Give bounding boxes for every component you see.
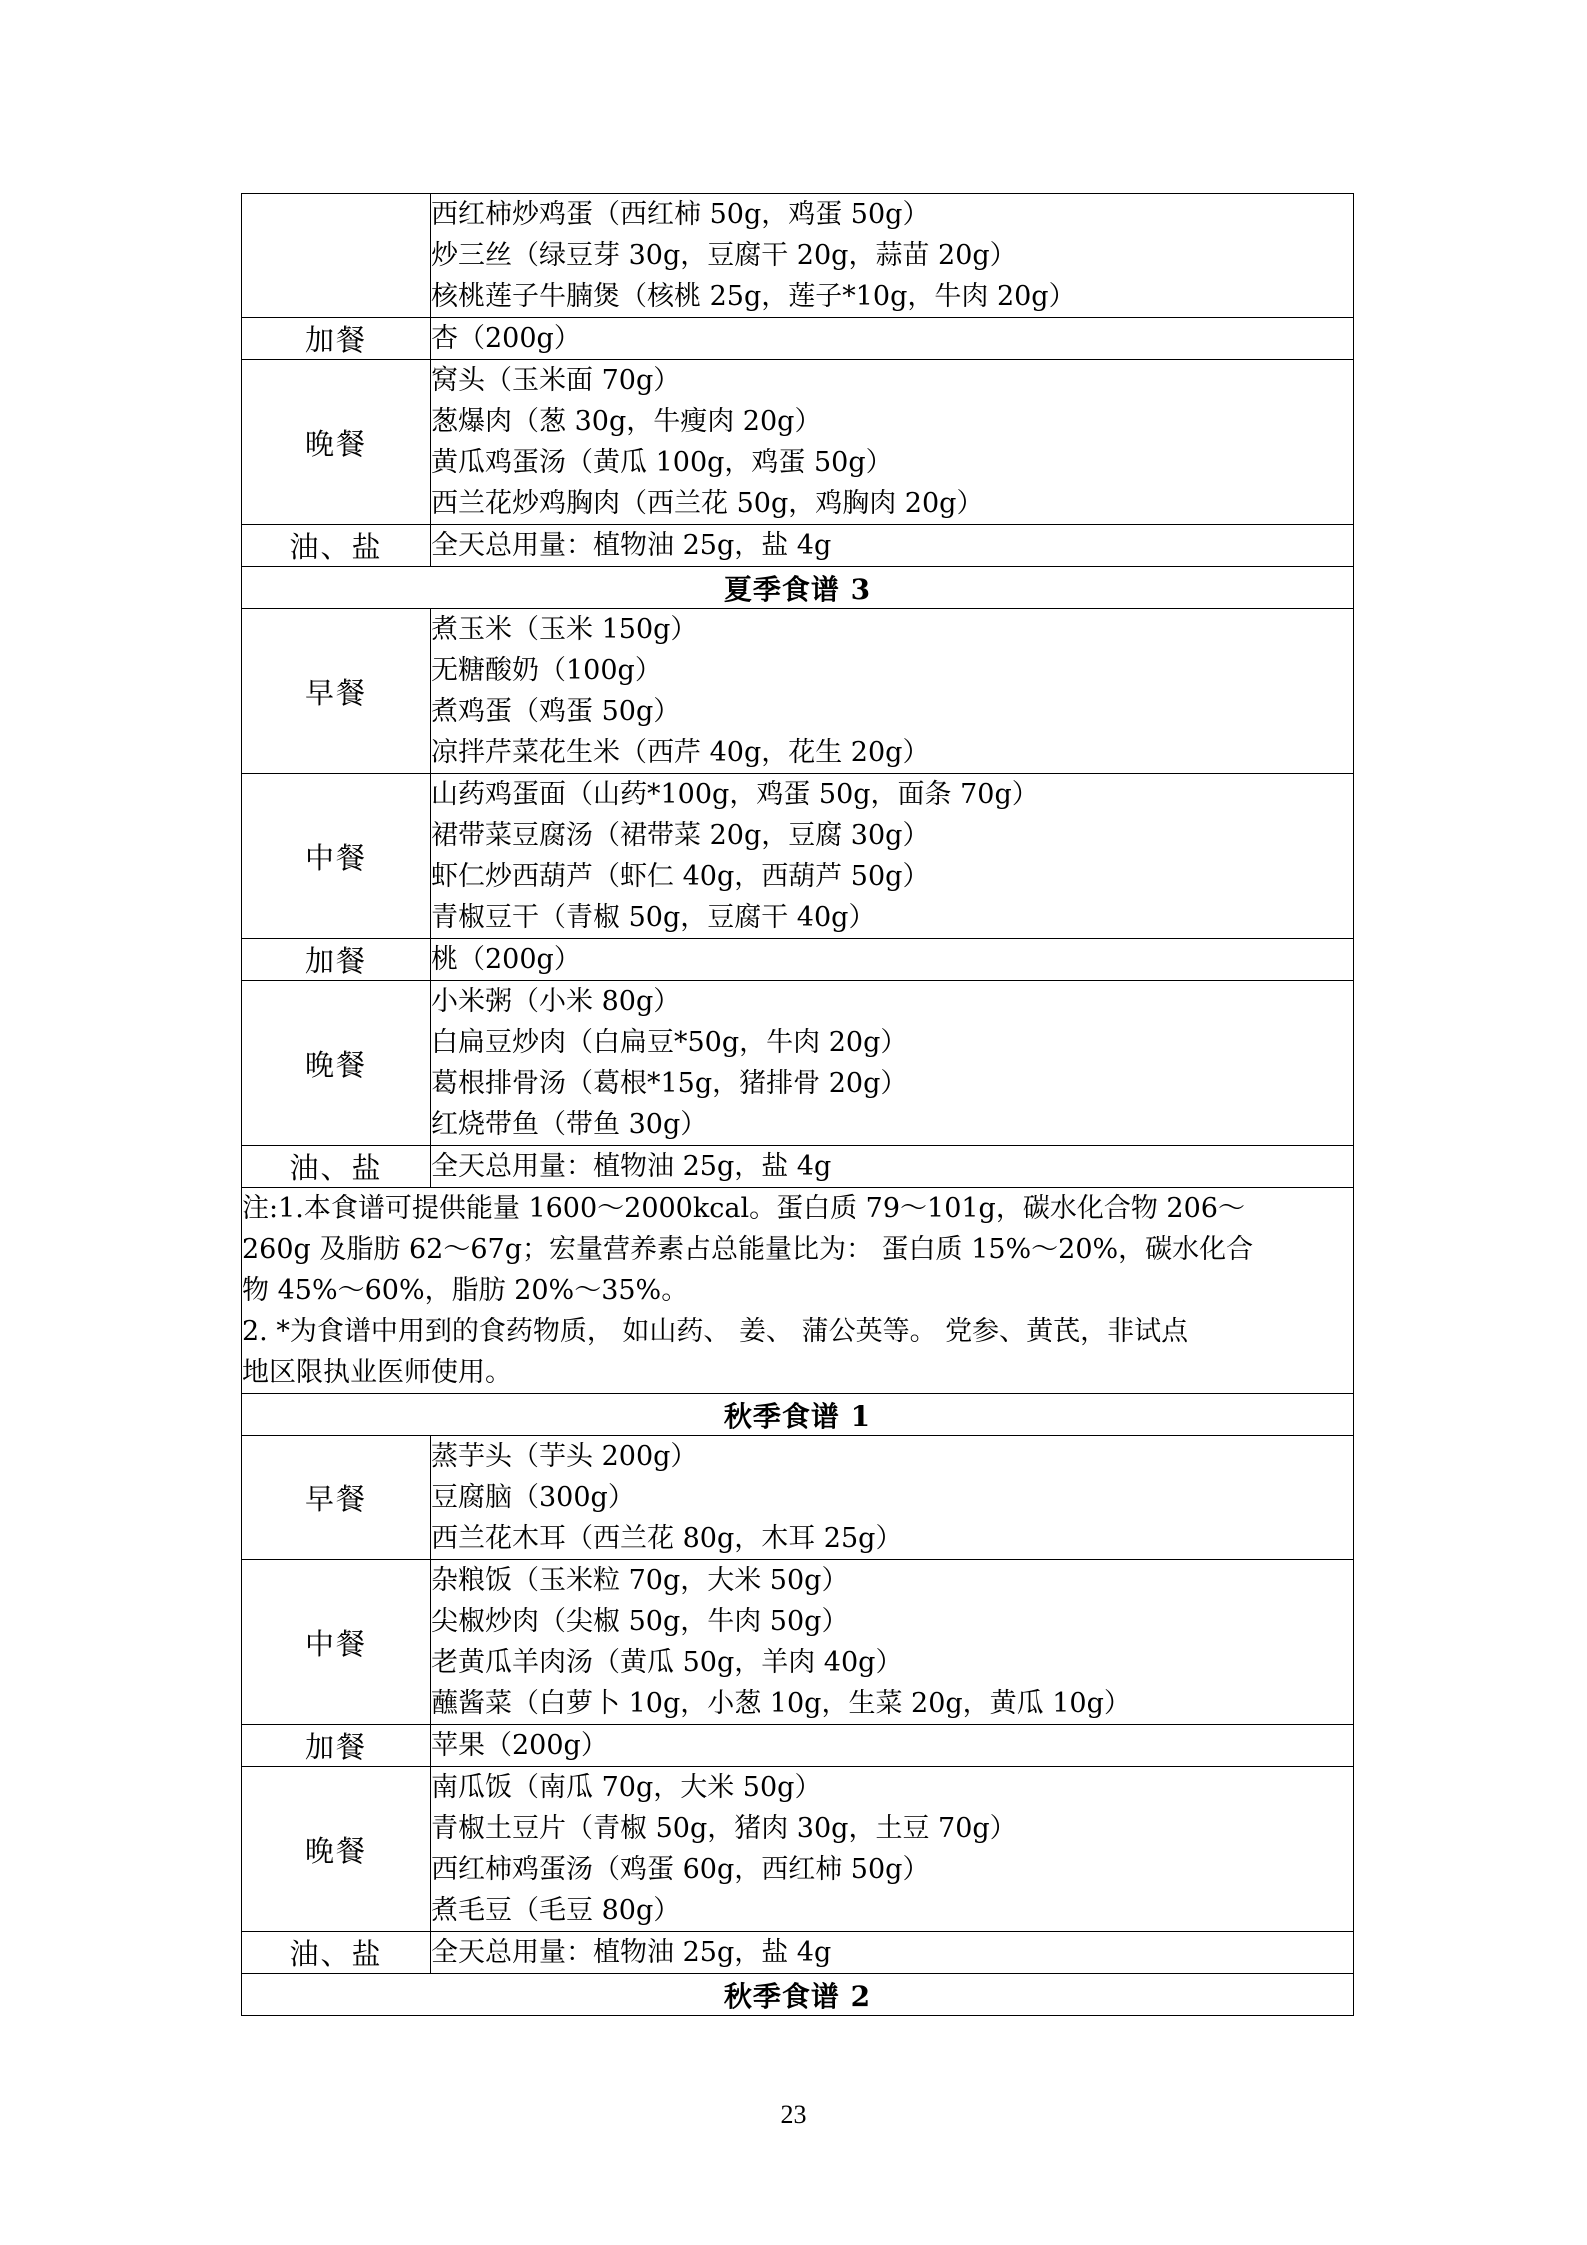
dish-item: 炒三丝（绿豆芽 30g，豆腐干 20g，蒜苗 20g） [431,240,1017,271]
dish-item: 蒸芋头（芋头 200g） [431,1441,698,1472]
meal-label: 油、盐 [242,525,431,567]
meal-label: 加餐 [242,939,431,981]
meal-row [242,1932,1354,1974]
dish-item: 西红柿炒鸡蛋（西红柿 50g，鸡蛋 50g） [431,199,930,230]
dish-list [431,525,1354,567]
meal-label: 油、盐 [242,1146,431,1188]
dish-item: 山药鸡蛋面（山药*100g，鸡蛋 50g，面条 70g） [431,779,1039,810]
dish-item: 全天总用量：植物油 25g，盐 4g [431,1151,832,1182]
meal-label: 中餐 [242,1560,431,1725]
meal-row [242,1560,1354,1725]
meal-row [242,1146,1354,1188]
dish-list [431,1725,1354,1767]
dish-item: 蘸酱菜（白萝卜 10g，小葱 10g，生菜 20g，黄瓜 10g） [431,1688,1131,1719]
note-line: 2. *为食谱中用到的食药物质， 如山药、 姜、 蒲公英等。 党参、黄芪，非试点 [242,1316,1189,1347]
note-line: 物 45%～60%，脂肪 20%～35%。 [242,1275,689,1306]
page-number: 23 [780,2100,807,2129]
dish-item: 尖椒炒肉（尖椒 50g，牛肉 50g） [431,1606,849,1637]
dish-list [431,1436,1354,1560]
recipe-table [241,193,1354,2016]
meal-row [242,1436,1354,1560]
dish-item: 窝头（玉米面 70g） [431,365,681,396]
dish-item: 南瓜饭（南瓜 70g，大米 50g） [431,1772,822,1803]
meal-label: 加餐 [242,318,431,360]
dish-list [431,194,1354,318]
dish-item: 葱爆肉（葱 30g，牛瘦肉 20g） [431,406,822,437]
dish-item: 西红柿鸡蛋汤（鸡蛋 60g，西红柿 50g） [431,1854,930,1885]
dish-item: 小米粥（小米 80g） [431,986,681,1017]
meal-label: 油、盐 [242,1932,431,1974]
section-header-row [242,1394,1354,1436]
dish-list [431,1560,1354,1725]
dish-item: 全天总用量：植物油 25g，盐 4g [431,530,832,561]
dish-list [431,774,1354,939]
dish-list [431,609,1354,774]
dish-item: 白扁豆炒肉（白扁豆*50g，牛肉 20g） [431,1027,908,1058]
note-cell [242,1188,1354,1394]
note-line: 260g 及脂肪 62～67g；宏量营养素占总能量比为： 蛋白质 15%～20%，碳水化合 [242,1234,1254,1265]
meal-row [242,774,1354,939]
dish-item: 西兰花木耳（西兰花 80g，木耳 25g） [431,1523,903,1554]
dish-item: 青椒土豆片（青椒 50g，猪肉 30g，土豆 70g） [431,1813,1017,1844]
meal-row [242,318,1354,360]
meal-label: 早餐 [242,1436,431,1560]
dish-item: 豆腐脑（300g） [431,1482,635,1513]
dish-item: 杂粮饭（玉米粒 70g，大米 50g） [431,1565,849,1596]
dish-item: 煮鸡蛋（鸡蛋 50g） [431,696,681,727]
dish-item: 虾仁炒西葫芦（虾仁 40g，西葫芦 50g） [431,861,930,892]
section-title: 夏季食谱 3 [242,567,1354,609]
dish-item: 西兰花炒鸡胸肉（西兰花 50g，鸡胸肉 20g） [431,488,984,519]
note-line: 注:1.本食谱可提供能量 1600～2000kcal。蛋白质 79～101g，碳水化合物 206～ [242,1193,1245,1224]
dish-item: 苹果（200g） [431,1730,608,1761]
meal-row [242,525,1354,567]
dish-item: 桃（200g） [431,944,581,975]
dish-item: 杏（200g） [431,323,581,354]
meal-label: 晚餐 [242,360,431,525]
dish-item: 红烧带鱼（带鱼 30g） [431,1109,708,1140]
meal-label: 晚餐 [242,1767,431,1932]
meal-label: 早餐 [242,609,431,774]
dish-item: 核桃莲子牛腩煲（核桃 25g，莲子*10g，牛肉 20g） [431,281,1076,312]
dish-item: 葛根排骨汤（葛根*15g，猪排骨 20g） [431,1068,908,1099]
meal-label: 加餐 [242,1725,431,1767]
section-title: 秋季食谱 2 [242,1974,1354,2016]
dish-list [431,939,1354,981]
dish-list [431,981,1354,1146]
meal-row [242,981,1354,1146]
dish-item: 全天总用量：植物油 25g，盐 4g [431,1937,832,1968]
section-header-row [242,1974,1354,2016]
dish-item: 老黄瓜羊肉汤（黄瓜 50g，羊肉 40g） [431,1647,903,1678]
meal-row [242,194,1354,318]
dish-item: 煮玉米（玉米 150g） [431,614,698,645]
dish-item: 裙带菜豆腐汤（裙带菜 20g，豆腐 30g） [431,820,930,851]
meal-row [242,609,1354,774]
dish-item: 青椒豆干（青椒 50g，豆腐干 40g） [431,902,876,933]
note-line: 地区限执业医师使用。 [242,1357,512,1388]
meal-row [242,360,1354,525]
dish-list [431,360,1354,525]
dish-item: 黄瓜鸡蛋汤（黄瓜 100g，鸡蛋 50g） [431,447,893,478]
meal-label: 晚餐 [242,981,431,1146]
meal-row [242,939,1354,981]
section-title: 秋季食谱 1 [242,1394,1354,1436]
dish-list [431,1932,1354,1974]
dish-item: 凉拌芹菜花生米（西芹 40g，花生 20g） [431,737,930,768]
meal-label [242,194,431,318]
meal-row [242,1767,1354,1932]
meal-row [242,1725,1354,1767]
dish-item: 无糖酸奶（100g） [431,655,662,686]
dish-list [431,1767,1354,1932]
dish-item: 煮毛豆（毛豆 80g） [431,1895,681,1926]
note-row [242,1188,1354,1394]
dish-list [431,1146,1354,1188]
section-header-row [242,567,1354,609]
dish-list [431,318,1354,360]
meal-label: 中餐 [242,774,431,939]
recipe-table-body [242,194,1354,2016]
